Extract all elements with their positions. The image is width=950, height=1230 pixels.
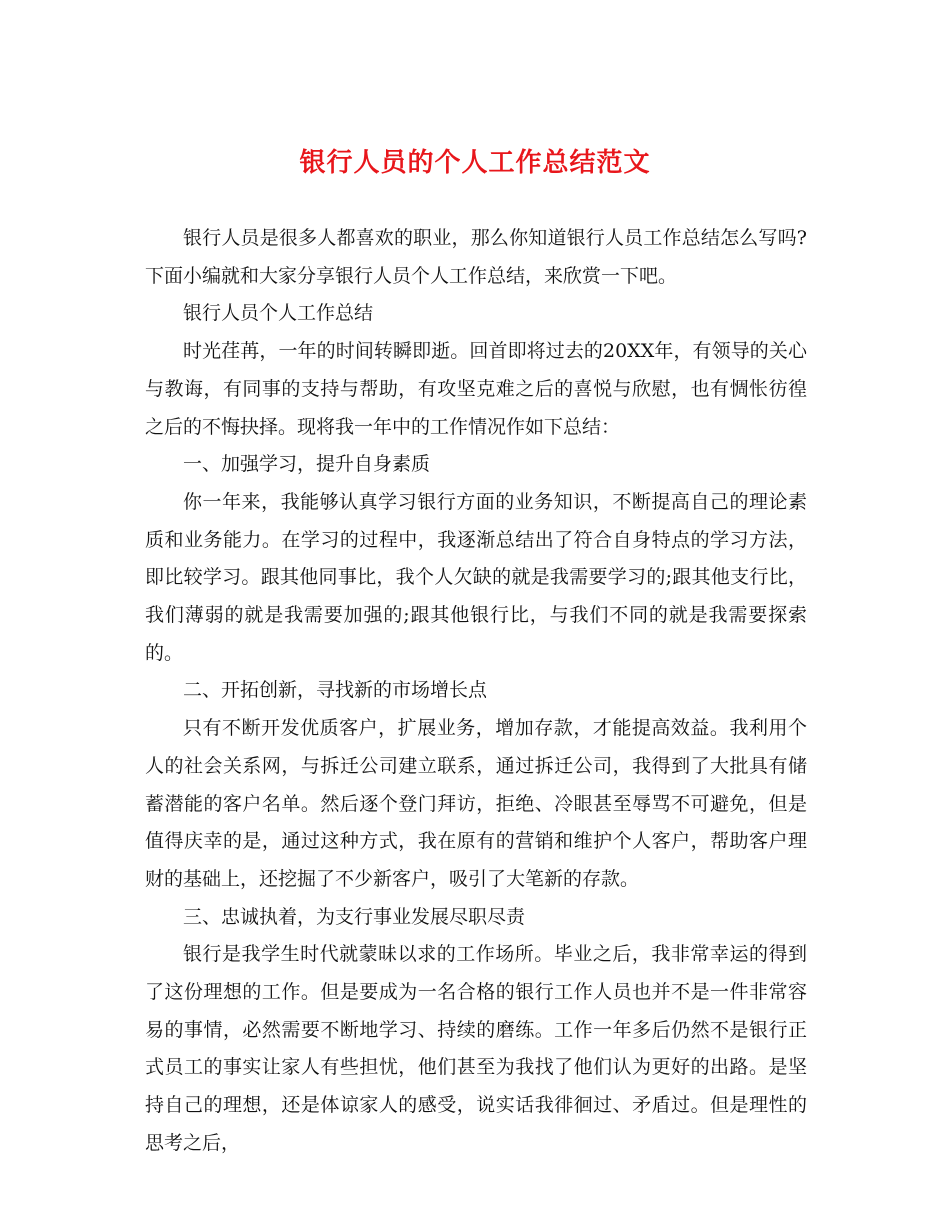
- opening-paragraph: 时光荏苒，一年的时间转瞬即逝。回首即将过去的20XX年，有领导的关心与教诲，有同事的支持与帮助，有攻坚克难之后的喜悦与欣慰，也有惆怅彷徨之后的不悔抉择。现将我一年中的工作情况作如下总结：: [145, 340, 807, 438]
- section-heading-summary: 银行人员个人工作总结: [183, 302, 374, 325]
- intro-paragraph: 银行人员是很多人都喜欢的职业，那么你知道银行人员工作总结怎么写吗?下面小编就和大家分享银行人员个人工作总结，来欣赏一下吧。: [145, 227, 807, 287]
- section-heading-2: 二、开拓创新，寻找新的市场增长点: [183, 679, 488, 702]
- section-3-paragraph: 银行是我学生时代就蒙昧以求的工作场所。毕业之后，我非常幸运的得到了这份理想的工作。但是要成为一名合格的银行工作人员也并不是一件非常容易的事情，必然需要不断地学习、持续的磨练。工作一年多后仍然不是银行正式员工的事实让家人有些担忧，他们甚至为我找了他们认为更好的出路。是坚持自己的理想，还是体谅家人的感受，说实话我徘徊过、矛盾过。但是理性的思考之后，: [145, 943, 807, 1154]
- section-heading-3: 三、忠诚执着，为支行事业发展尽职尽责: [183, 905, 526, 928]
- section-1-paragraph: 你一年来，我能够认真学习银行方面的业务知识，不断提高自己的理论素质和业务能力。在学习的过程中，我逐渐总结出了符合自身特点的学习方法，即比较学习。跟其他同事比，我个人欠缺的就是我需要学习的;跟其他支行比，我们薄弱的就是我需要加强的;跟其他银行比，与我们不同的就是我需要探索的。: [145, 490, 807, 664]
- document-title: 银行人员的个人工作总结范文: [299, 148, 651, 178]
- section-2-paragraph: 只有不断开发优质客户，扩展业务，增加存款，才能提高效益。我利用个人的社会关系网，与拆迁公司建立联系，通过拆迁公司，我得到了大批具有储蓄潜能的客户名单。然后逐个登门拜访，拒绝、冷眼甚至辱骂不可避免，但是值得庆幸的是，通过这种方式，我在原有的营销和维护个人客户，帮助客户理财的基础上，还挖掘了不少新客户，吸引了大笔新的存款。: [145, 717, 807, 890]
- section-heading-1: 一、加强学习，提升自身素质: [183, 453, 431, 476]
- document-body: [145, 220, 807, 1163]
